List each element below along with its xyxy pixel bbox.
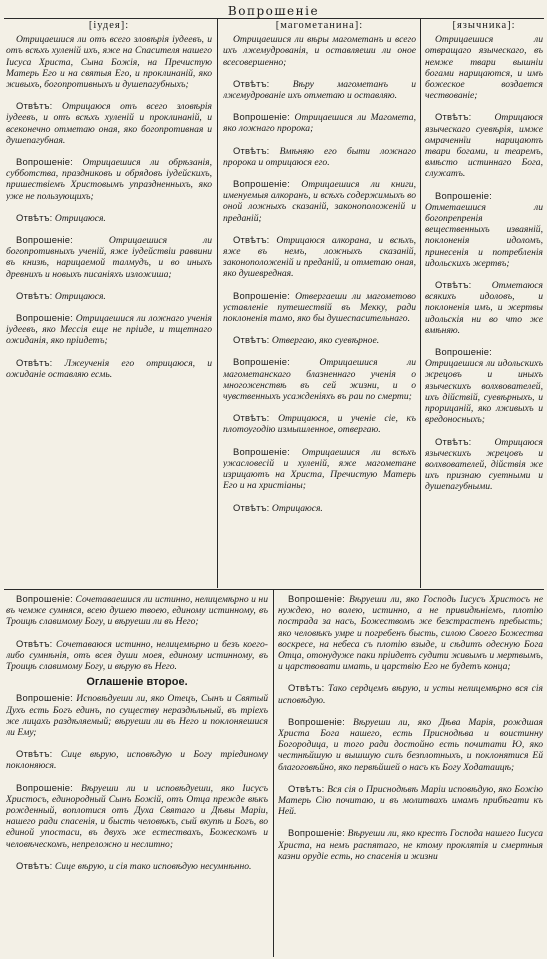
paragraph-text: Вѣруеши ли и исповѣдуеши, яко Іисусъ Христосъ, единородный Сынъ Божій, отъ Отца прежде вѣкъ рожденный, воплотися отъ Духа Святаго и Дѣвы Маріи, нашего ради спасенія, и бысть человѣкъ, сый вкупѣ и Богъ, во единой упостаси, въ двухъ же естествахъ, Божескомъ и человѣческомъ, непреложно и неслитно; [6,782,268,850]
paragraph-text: Отрицаешися ли ложнаго ученія іудеевъ, яко Мессія еще не пріиде, и тщетнаго ожиданія, яко пріидетъ; [6,313,212,347]
column-paragraphs [425,34,543,492]
paragraph-label: Вопрошеніе: [16,156,73,168]
paragraph-text: Отрицаюся, и ученіе сіе, къ плотоугодію измышленное, отвергаю. [223,413,416,436]
paragraph-label: Отвѣтъ: [16,100,53,112]
paragraph-label: Отвѣтъ: [16,748,53,760]
question-paragraph [223,356,416,402]
column-paragraphs [6,692,268,872]
column-paragraphs [6,593,268,672]
paragraph-label: Отвѣтъ: [435,279,472,291]
column-heading: [язычника]: [452,20,516,31]
paragraph-text: Лжеученія его отрицаюся, и ожиданіе оставляю есмь. [6,357,212,380]
paragraph-text: Вѣруеши ли, яко крестъ Господа нашего Іисуса Христа, на немъ распятаго, не ктому проклятія и смертныя казни орудіе есть, но спасенія и жизни [278,828,543,862]
top-rule [4,18,544,19]
paragraph-text: Отрицаешися ли отъ всего зловѣрія іудеевъ, и отъ всѣхъ хуленій ихъ, яже на Спасителя нашего Іисуса Христа, Сына Божія, на Пречистую Матерь Его и на святыя Его, и проклинаній, яко живыхъ, богопротивныхъ и душепагубныхъ; [6,34,212,91]
question-paragraph [425,190,543,269]
paragraph-text: Вѣруеши ли, яко Дѣва Марія, рождшая Христа Бога нашего, есть Приснодѣва и воистинну Богородица, и того ради достойно есть почитати Ю, яко честнѣйшую и вышшую силъ безплотныхъ, и поклонятися Ей благоговѣйно, яко первѣйшей о насъ къ Богу Ходатаицѣ; [278,716,543,773]
paragraph-text: Отрицаешися ли идольскихъ жрецовъ и иныхъ языческихъ волхвователей, ихъ дійствій, суевѣрныхъ, и прорицаній, яко лживыхъ и вредоносныхъ; [425,358,543,426]
answer-paragraph [223,145,416,168]
column-pagan [425,20,543,586]
answer-paragraph [223,78,416,101]
paragraph-label: Отвѣтъ: [16,356,53,368]
paragraph-label: Вопрошеніе: [288,715,345,727]
answer-paragraph [425,111,543,179]
paragraph-label: Вопрошеніе: [16,692,73,704]
answer-paragraph [425,279,543,336]
paragraph-label: Отвѣтъ: [16,859,53,871]
paragraph-text: Отрицаюся. [54,290,106,302]
paragraph-label: Вопрошеніе: [233,289,290,301]
intro-paragraph [6,34,212,90]
paragraph-label: Вопрошеніе: [16,312,73,324]
column-muslim [223,20,416,586]
question-paragraph [223,111,416,134]
question-paragraph [6,692,268,738]
paragraph-label: Вопрошеніе: [233,445,290,457]
paragraph-label: Отвѣтъ: [233,412,270,424]
answer-paragraph [6,357,212,380]
paragraph-text: Отрицаешися ли магометанскаго блазненнаго ученія о многоженствѣ въ сей жизни, и о чувственныхъ усажденіяхъ въ раи по смерти; [223,357,416,403]
paragraph-label: Отвѣтъ: [233,233,270,245]
paragraph-text: Исповѣдуеши ли, яко Отецъ, Сынъ и Святый Духъ есть Богъ единъ, по существу нераздѣльный, въ тріехъ же лицахъ раздѣляемый; вѣруеши ли въ Него и поклоняешися ли Ему; [6,693,268,739]
question-paragraph [425,346,543,425]
paragraph-label: Отвѣтъ: [233,334,270,346]
answer-paragraph [6,748,268,771]
column-divider-2 [420,18,421,588]
paragraph-label: Отвѣтъ: [16,289,53,301]
intro-paragraph [425,34,543,101]
answer-paragraph [6,100,212,146]
paragraph-text: Отрицаешися ли книги, именуемыя алкоранъ, и всѣхъ содержимыхъ во оной ложныхъ сказаній, законоположеній и преданій; [223,179,416,224]
paragraph-label: Отвѣтъ: [288,682,325,694]
paragraph-label: Вопрошеніе: [288,827,345,839]
paragraph-label: Отвѣтъ: [288,782,325,794]
paragraph-text: Отрицаешися ли обрѣзанія, субботства, праздниковъ и обрядовъ іудейскихъ, пришествіемъ Христовымъ упраздненныхъ, яко уже не пользующихъ; [6,157,212,202]
answer-paragraph [6,638,268,673]
paragraph-text: Отрицаешися ли всѣхъ ужасловесій и хуленій, яже магометане изрицаютъ на Христа, Пречистую Матерь Его и на христіаны; [223,446,416,492]
question-paragraph [6,593,268,628]
paragraph-label: Отвѣтъ: [233,77,270,89]
paragraph-label: Отвѣтъ: [435,435,472,447]
column-paragraphs [223,34,416,514]
paragraph-label: Вопрошеніе: [435,346,492,358]
column-heading: [іудея]: [88,20,130,31]
paragraph-text: Сице вѣрую, и сія тако исповѣдую несумнѣнно. [54,860,252,872]
answer-paragraph [278,682,543,705]
column-paragraphs [6,34,212,380]
question-paragraph [6,782,268,850]
paragraph-label: Вопрошеніе: [233,111,290,123]
paragraph-text: Отметаюся всякихъ идоловъ, и поклоненія имъ, и жертвы идольскія ни во что же вмѣняю. [425,280,543,336]
section-subheading: Оглашеніе второе. [86,676,188,689]
paragraph-text: Отрицаюся отъ всего зловѣрія іудеевъ, и отъ всѣхъ хуленій и проклинаній, и всеконечно отметаю оная, яко богопротивная и душепагубная. [6,101,212,146]
bottom-right-column [278,593,543,957]
question-paragraph [278,716,543,773]
paragraph-text: Вся сія о Приснодѣвѣ Маріи исповѣдую, яко Божію Матерь Сію почитаю, и въ молитвахъ имамъ прибѣгати къ Ней. [278,783,543,818]
intro-paragraph [223,34,416,68]
answer-paragraph [223,334,416,346]
answer-paragraph [6,860,268,872]
paragraph-text: Вмѣняю его быти ложнаго пророка и отрицаюся его. [223,145,416,168]
column-paragraphs [278,593,543,862]
bottom-column-divider [273,589,274,957]
answer-paragraph [425,436,543,493]
paragraph-text: Отрицаюся. [271,502,323,514]
paragraph-text: Отрицаюся. [54,212,106,224]
paragraph-label: Отвѣтъ: [233,144,270,156]
paragraph-label: Вопрошеніе: [16,781,73,793]
question-paragraph [278,593,543,672]
answer-paragraph [223,412,416,435]
paragraph-text: Отрицаюся языческаго суевѣрія, имже омраченнїи нарицаютъ твари богами, и теаремъ, вмѣсто истиннаго Бога, служатъ. [425,112,543,180]
bottom-left-column [6,593,268,957]
paragraph-text: Тако сердцемъ вѣрую, и усты нелицемѣрно вся сія исповѣдую. [278,683,543,706]
paragraph-text: Сице вѣрую, исповѣдую и Богу тріединому поклоняюся. [6,749,268,772]
answer-paragraph [223,502,416,514]
question-paragraph [6,234,212,280]
paragraph-text: Отвергаю, яко суевѣрное. [271,335,380,347]
column-jew [6,20,212,586]
question-paragraph [6,156,212,202]
paragraph-text: Отрицаюся алкорана, и всѣхъ, яже въ немъ, ложныхъ сказаній, законоположеній и преданій, и отметаю оная, яко душевредная. [223,234,416,280]
paragraph-label: Отвѣтъ: [16,211,53,223]
paragraph-text: Отрицаюся языческихъ жрецовъ и волхвователей, дійствія же ихъ признаю суетными и душепагубными. [425,436,543,493]
paragraph-label: Вопрошеніе: [435,189,492,201]
paragraph-label: Отвѣтъ: [435,111,472,123]
paragraph-text: Отрицаешися ли Магомета, яко ложнаго пророка; [223,112,416,135]
column-divider-1 [217,18,218,588]
column-heading: [магометанина]: [275,20,364,31]
section-divider [4,589,544,590]
paragraph-text: Отрицаешися ли вѣры магометанъ и всего ихъ лжемудрованія, и оставляеши ли оное всесовершенно; [223,34,416,68]
paragraph-label: Отвѣтъ: [233,501,270,513]
question-paragraph [223,290,416,325]
paragraph-text: Отметаешися ли богопрепренія вещественныхъ изваяній, поклоненія идоломъ, принесенія и потребленія идольскихъ жертвъ; [425,201,543,269]
paragraph-label: Вопрошеніе: [288,593,345,604]
question-paragraph [223,178,416,224]
page-title: Вопрошеніе [227,4,320,18]
paragraph-text: Вѣру магометанъ и лжемудрованіе ихъ отметаю и оставляю. [223,78,416,102]
paragraph-text: Отвергаеши ли магометово уставленіе путешествій въ Мекку, ради поклоненія тамо, яко бы душеспасительнаго. [223,290,416,325]
question-paragraph [223,446,416,492]
question-paragraph [278,827,543,862]
answer-paragraph [6,212,212,224]
answer-paragraph [223,234,416,280]
paragraph-label: Отвѣтъ: [16,637,53,649]
paragraph-label: Вопрошеніе: [233,356,290,368]
paragraph-text: Отрицаешися ли богопротивныхъ ученій, яже іудействіи раввини въ книзѣ, нарицаемой талмудъ, и во иныхъ древнихъ и новыхъ писаніяхъ изложиша; [6,235,212,280]
answer-paragraph [278,783,543,818]
paragraph-text: Сочетаваешися ли истинно, нелицемѣрно и ни въ чемже сумняся, всею душею твоею, единому истинному, въ Троицѣ славимому Богу, и вѣруеши ли въ Него; [6,594,268,628]
paragraph-label: Вопрошеніе: [16,234,73,246]
paragraph-text: Отрицаешися ли отвращаго языческаго, въ немже твари вышніи богами нарицаются, и имъ божеское воздается чествованіе; [425,34,543,102]
paragraph-label: Вопрошеніе: [16,593,73,604]
question-paragraph [6,312,212,347]
answer-paragraph [6,290,212,302]
paragraph-text: Вѣруеши ли, яко Господь Іисусъ Христосъ не нуждею, но волею, истинно, а не привидѣніемъ, плотію пострада за насъ, Божествомъ же безстрастенъ пребысть; яко человѣкъ умре и погребенъ бысть, силою Своего Божества воскресе, на небеса съ плотію взыде, и сѣдитъ одесную Бога Отца, отонудуже паки пріидетъ судити живымъ и мертвымъ, и царствовати имать, и царствію Его не будетъ конца; [278,594,543,673]
paragraph-text: Сочетаваюся истинно, нелицемѣрно и безъ коего-либо сумнѣнія, отъ всея души моея, единому истинному, въ Троицѣ славимому Богу, и вѣрую въ Него. [6,638,268,673]
paragraph-label: Вопрошеніе: [233,178,290,190]
